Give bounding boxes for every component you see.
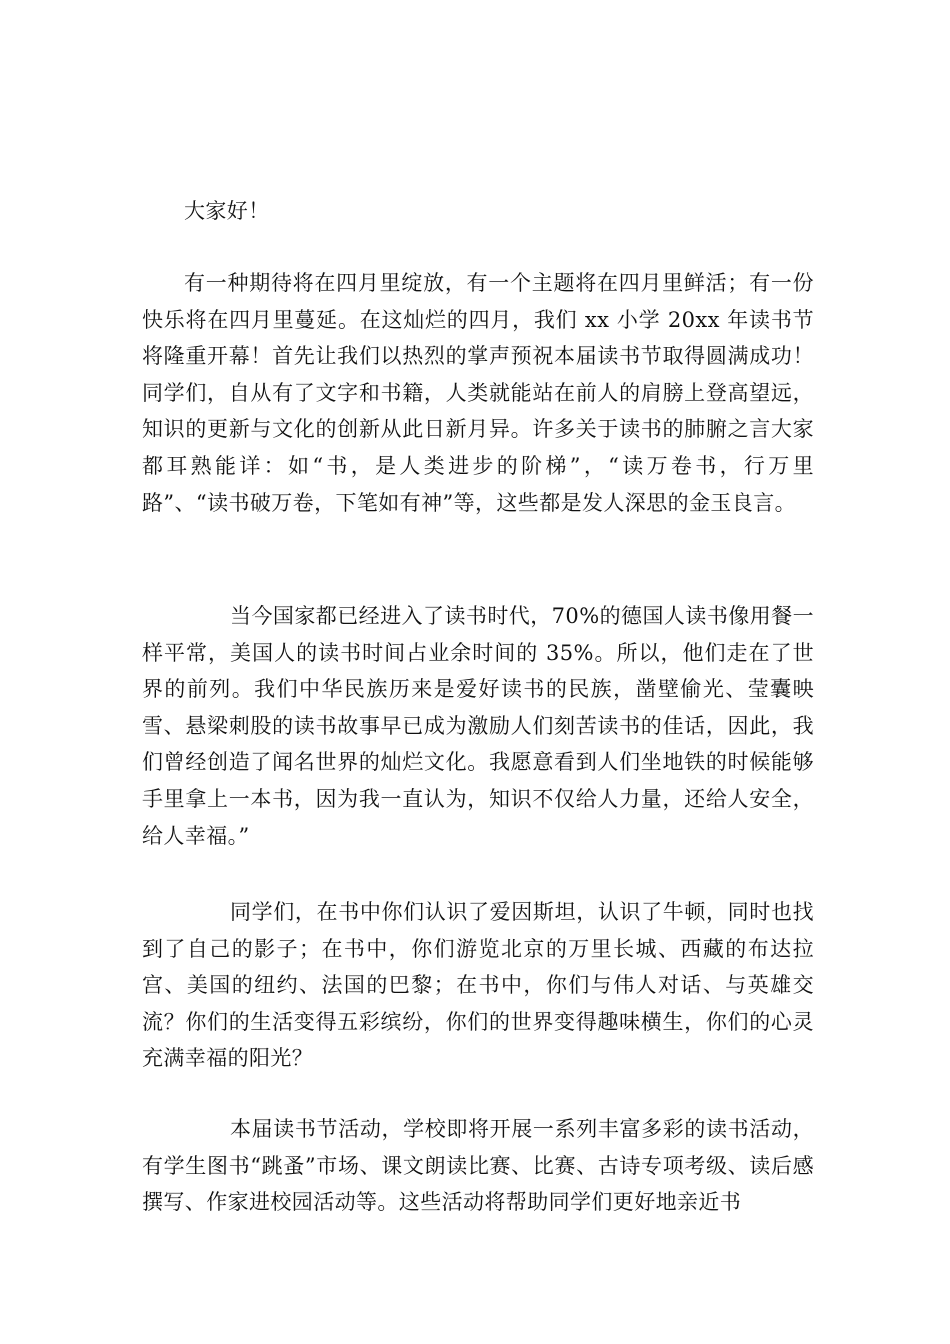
paragraph-1: 有一种期待将在四月里绽放，有一个主题将在四月里鲜活；有一份快乐将在四月里蔓延。在这灿烂的四月，我们 xx 小学 20xx 年读书节将隆重开幕！首先让我们以热烈的掌声预祝本届读书节取得圆满成功！同学们，自从有了文字和书籍，人类就能站在前人的肩膀上登高望远，知识的更新与文化的创新从此日新月异。许多关于读书的肺腑之言大家都耳熟能详：如“书，是人类进步的阶梯”，“读万卷书，行万里路”、“读书破万卷，下笔如有神”等，这些都是发人深思的金玉良言。 <box>142 271 814 515</box>
paragraph-3: 同学们，在书中你们认识了爱因斯坦，认识了牛顿，同时也找到了自己的影子；在书中，你们游览北京的万里长城、西藏的布达拉宫、美国的纽约、法国的巴黎；在书中，你们与伟人对话、与英雄交流？你们的生活变得五彩缤纷，你们的世界变得趣味横生，你们的心灵充满幸福的阳光？ <box>142 900 814 1071</box>
paragraph-2: 当今国家都已经进入了读书时代，70%的德国人读书像用餐一样平常，美国人的读书时间占业余时间的 35%。所以，他们走在了世界的前列。我们中华民族历来是爱好读书的民族，凿壁偷光、莹囊映雪、悬梁刺股的读书故事早已成为激励人们刻苦读书的佳话，因此，我们曾经创造了闻名世界的灿烂文化。我愿意看到人们坐地铁的时候能够手里拿上一本书，因为我一直认为，知识不仅给人力量，还给人安全，给人幸福。” <box>142 604 814 848</box>
greeting-line: 大家好！ <box>184 199 270 223</box>
paragraph-4: 本届读书节活动，学校即将开展一系列丰富多彩的读书活动，有学生图书“跳蚤”市场、课文朗读比赛、比赛、古诗专项考级、读后感撰写、作家进校园活动等。这些活动将帮助同学们更好地亲近书 <box>142 1117 814 1215</box>
